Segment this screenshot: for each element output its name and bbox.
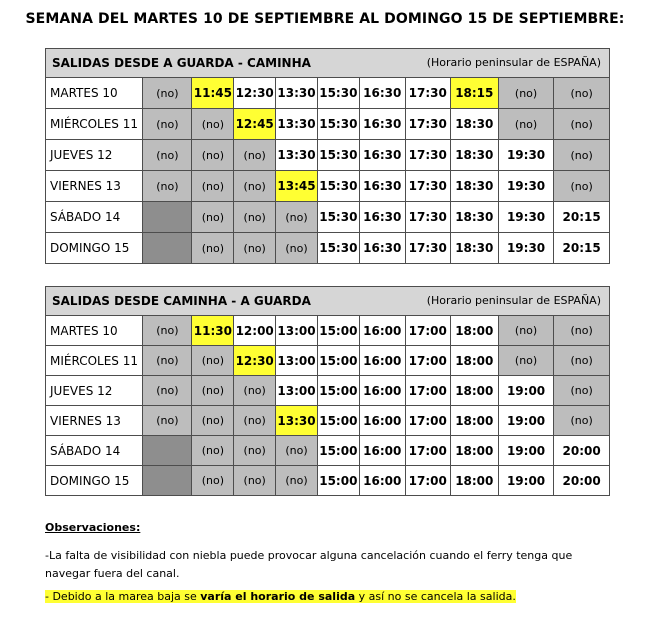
departure-time-cell: 18:00: [450, 346, 498, 376]
departure-time-cell: 18:30: [450, 140, 498, 171]
no-service-cell: (no): [554, 406, 610, 436]
departure-time-cell: 16:00: [359, 406, 405, 436]
blocked-cell: [143, 466, 192, 496]
departure-time-cell: 15:30: [317, 109, 359, 140]
departure-time-cell: 13:30: [276, 78, 318, 109]
departure-time-cell: 16:00: [359, 466, 405, 496]
departure-time-cell: 16:30: [359, 202, 405, 233]
table-row: [46, 109, 610, 140]
no-service-cell: (no): [234, 466, 276, 496]
departure-time-cell: 12:30: [234, 78, 276, 109]
timezone-note: (Horario peninsular de ESPAÑA): [426, 56, 601, 69]
observation-fog: -La falta de visibilidad con niebla puede provocar alguna cancelación cuando el ferry tenga que navegar fuera del canal.: [45, 549, 573, 580]
departure-time-cell: 19:30: [498, 171, 553, 202]
no-service-cell: (no): [554, 171, 610, 202]
departure-time-cell: 16:30: [359, 171, 405, 202]
departure-time-cell: 18:00: [450, 406, 498, 436]
no-service-cell: (no): [276, 202, 318, 233]
observations-title: Observaciones:: [45, 521, 141, 534]
no-service-cell: (no): [498, 78, 553, 109]
table-row: [46, 202, 610, 233]
no-service-cell: (no): [276, 466, 318, 496]
departure-time-cell: 17:00: [405, 376, 450, 406]
departure-time-cell: 16:00: [359, 436, 405, 466]
departure-time-cell: 17:30: [405, 140, 450, 171]
changed-time-cell: 11:45: [192, 78, 234, 109]
departure-time-cell: 18:00: [450, 376, 498, 406]
no-service-cell: (no): [192, 436, 234, 466]
departure-time-cell: 19:00: [498, 436, 553, 466]
departure-time-cell: 19:30: [498, 202, 553, 233]
no-service-cell: (no): [192, 466, 234, 496]
day-label: VIERNES 13: [46, 406, 143, 436]
departure-time-cell: 16:30: [359, 233, 405, 264]
departure-time-cell: 17:00: [405, 406, 450, 436]
table-row: [46, 466, 610, 496]
departure-time-cell: 15:00: [317, 436, 359, 466]
observation-tide-pre: - Debido a la marea baja se: [45, 590, 201, 603]
route-title: SALIDAS DESDE A GUARDA - CAMINHA: [52, 56, 311, 70]
no-service-cell: (no): [234, 140, 276, 171]
no-service-cell: (no): [143, 346, 192, 376]
changed-time-cell: 13:30: [276, 406, 318, 436]
table-header-row: [46, 49, 610, 78]
departure-time-cell: 16:30: [359, 78, 405, 109]
departure-time-cell: 17:00: [405, 436, 450, 466]
departure-time-cell: 16:00: [359, 346, 405, 376]
changed-time-cell: 12:45: [234, 109, 276, 140]
no-service-cell: (no): [192, 109, 234, 140]
no-service-cell: (no): [143, 140, 192, 171]
no-service-cell: (no): [276, 233, 318, 264]
departure-time-cell: 18:30: [450, 171, 498, 202]
no-service-cell: (no): [498, 316, 553, 346]
no-service-cell: (no): [143, 406, 192, 436]
blocked-cell: [143, 436, 192, 466]
no-service-cell: (no): [192, 406, 234, 436]
departure-time-cell: 20:15: [554, 233, 610, 264]
table-row: [46, 233, 610, 264]
changed-time-cell: 12:30: [234, 346, 276, 376]
observation-tide: [45, 590, 516, 603]
table-header-row: [46, 287, 610, 316]
no-service-cell: (no): [276, 436, 318, 466]
changed-time-cell: 18:15: [450, 78, 498, 109]
departure-time-cell: 20:15: [554, 202, 610, 233]
no-service-cell: (no): [554, 346, 610, 376]
departure-time-cell: 15:30: [317, 140, 359, 171]
departure-time-cell: 15:00: [317, 316, 359, 346]
day-label: SÁBADO 14: [46, 436, 143, 466]
route-title: SALIDAS DESDE CAMINHA - A GUARDA: [52, 294, 311, 308]
departure-time-cell: 19:00: [498, 376, 553, 406]
table-row: [46, 140, 610, 171]
departure-time-cell: 19:00: [498, 406, 553, 436]
no-service-cell: (no): [498, 346, 553, 376]
departure-time-cell: 15:00: [317, 406, 359, 436]
no-service-cell: (no): [192, 140, 234, 171]
no-service-cell: (no): [143, 109, 192, 140]
departure-time-cell: 17:30: [405, 78, 450, 109]
no-service-cell: (no): [234, 376, 276, 406]
departure-time-cell: 19:00: [498, 466, 553, 496]
no-service-cell: (no): [192, 346, 234, 376]
departure-time-cell: 17:00: [405, 466, 450, 496]
departure-time-cell: 15:30: [317, 233, 359, 264]
no-service-cell: (no): [143, 78, 192, 109]
departure-time-cell: 13:00: [276, 316, 318, 346]
no-service-cell: (no): [143, 316, 192, 346]
departure-time-cell: 16:30: [359, 140, 405, 171]
table-row: [46, 171, 610, 202]
no-service-cell: (no): [554, 78, 610, 109]
departure-time-cell: 15:30: [317, 171, 359, 202]
no-service-cell: (no): [234, 436, 276, 466]
table-caminha-a-guarda: [45, 286, 610, 496]
table-row: [46, 436, 610, 466]
departure-time-cell: 19:30: [498, 233, 553, 264]
day-label: VIERNES 13: [46, 171, 143, 202]
departure-time-cell: 13:00: [276, 346, 318, 376]
day-label: DOMINGO 15: [46, 466, 143, 496]
no-service-cell: (no): [192, 202, 234, 233]
table-header-cell: [46, 287, 610, 316]
departure-time-cell: 16:00: [359, 316, 405, 346]
departure-time-cell: 17:30: [405, 109, 450, 140]
departure-time-cell: 17:00: [405, 316, 450, 346]
no-service-cell: (no): [498, 109, 553, 140]
blocked-cell: [143, 233, 192, 264]
no-service-cell: (no): [234, 233, 276, 264]
no-service-cell: (no): [554, 376, 610, 406]
departure-time-cell: 19:30: [498, 140, 553, 171]
day-label: MIÉRCOLES 11: [46, 346, 143, 376]
blocked-cell: [143, 202, 192, 233]
timezone-note: (Horario peninsular de ESPAÑA): [426, 294, 601, 307]
changed-time-cell: 13:45: [276, 171, 318, 202]
no-service-cell: (no): [192, 233, 234, 264]
no-service-cell: (no): [192, 376, 234, 406]
departure-time-cell: 16:30: [359, 109, 405, 140]
departure-time-cell: 15:30: [317, 202, 359, 233]
no-service-cell: (no): [234, 406, 276, 436]
departure-time-cell: 17:30: [405, 233, 450, 264]
departure-time-cell: 18:00: [450, 436, 498, 466]
departure-time-cell: 18:30: [450, 202, 498, 233]
departure-time-cell: 18:30: [450, 109, 498, 140]
departure-time-cell: 12:00: [234, 316, 276, 346]
day-label: SÁBADO 14: [46, 202, 143, 233]
departure-time-cell: 15:00: [317, 346, 359, 376]
departure-time-cell: 17:00: [405, 346, 450, 376]
observation-tide-bold: varía el horario de salida: [200, 590, 356, 603]
departure-time-cell: 15:30: [317, 78, 359, 109]
departure-time-cell: 13:00: [276, 376, 318, 406]
departure-time-cell: 18:00: [450, 466, 498, 496]
day-label: DOMINGO 15: [46, 233, 143, 264]
departure-time-cell: 15:00: [317, 376, 359, 406]
day-label: JUEVES 12: [46, 376, 143, 406]
no-service-cell: (no): [554, 109, 610, 140]
departure-time-cell: 20:00: [554, 436, 610, 466]
day-label: JUEVES 12: [46, 140, 143, 171]
departure-time-cell: 17:30: [405, 171, 450, 202]
departure-time-cell: 18:30: [450, 233, 498, 264]
table-row: [46, 316, 610, 346]
departure-time-cell: 20:00: [554, 466, 610, 496]
no-service-cell: (no): [143, 171, 192, 202]
table-row: [46, 78, 610, 109]
no-service-cell: (no): [143, 376, 192, 406]
changed-time-cell: 11:30: [192, 316, 234, 346]
day-label: MARTES 10: [46, 316, 143, 346]
departure-time-cell: 13:30: [276, 140, 318, 171]
table-a-guarda-caminha: [45, 48, 610, 264]
no-service-cell: (no): [234, 171, 276, 202]
table-row: [46, 376, 610, 406]
no-service-cell: (no): [554, 316, 610, 346]
departure-time-cell: 16:00: [359, 376, 405, 406]
no-service-cell: (no): [192, 171, 234, 202]
page-title: SEMANA DEL MARTES 10 DE SEPTIEMBRE AL DOMINGO 15 DE SEPTIEMBRE:: [25, 11, 625, 27]
departure-time-cell: 15:00: [317, 466, 359, 496]
table-header-cell: [46, 49, 610, 78]
table-row: [46, 406, 610, 436]
observation-tide-post: y así no se cancela la salida.: [355, 590, 516, 603]
day-label: MARTES 10: [46, 78, 143, 109]
departure-time-cell: 13:30: [276, 109, 318, 140]
departure-time-cell: 17:30: [405, 202, 450, 233]
table-row: [46, 346, 610, 376]
no-service-cell: (no): [554, 140, 610, 171]
day-label: MIÉRCOLES 11: [46, 109, 143, 140]
departure-time-cell: 18:00: [450, 316, 498, 346]
no-service-cell: (no): [234, 202, 276, 233]
